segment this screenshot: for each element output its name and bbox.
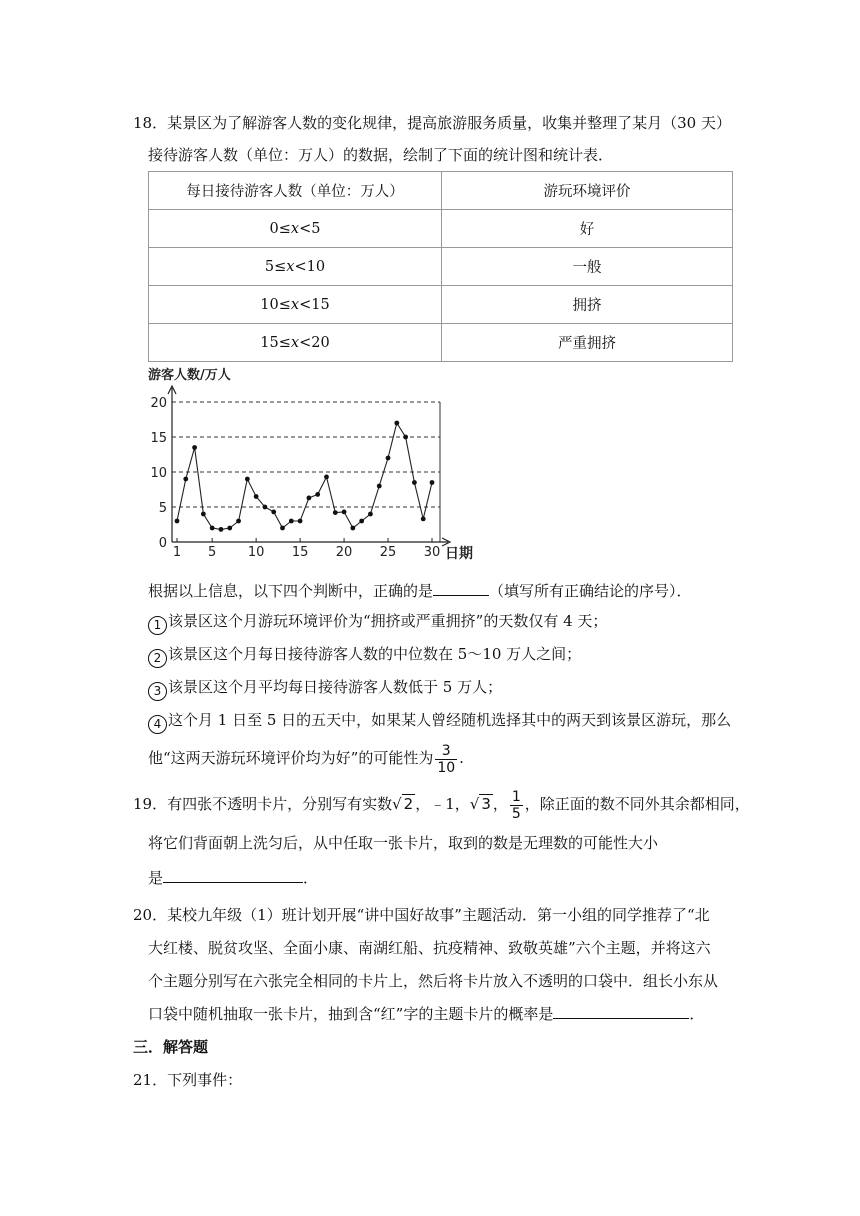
- q19-line1: 19．有四张不透明卡片，分别写有实数√ 2 ，﹣1，√ 3 ， $\frac{1}{5}$ ，除正面的数不同外其余都相同，: [133, 786, 750, 822]
- q18-option-4-cont: 他“这两天游玩环境评价均为好”的可能性为 $\frac{3}{10}$ .: [148, 742, 464, 776]
- q18-option-2: 2 该景区这个月每日接待游客人数的中位数在 5～10 万人之间；: [148, 644, 581, 668]
- data-point: [359, 519, 364, 524]
- data-point: [342, 510, 347, 515]
- y-tick-label: 15: [150, 431, 167, 446]
- data-point: [219, 527, 224, 532]
- data-point: [412, 480, 417, 485]
- table-header-row: [149, 172, 733, 210]
- fraction-3-10: $\frac{3}{10}$: [437, 742, 456, 776]
- table-row: [149, 286, 733, 324]
- answer-blank[interactable]: [163, 868, 303, 883]
- table-cell-eval: 严重拥挤: [442, 324, 733, 362]
- q18-prompt: 根据以上信息，以下四个判断中，正确的是 （填写所有正确结论的序号）．: [148, 582, 692, 600]
- data-point: [263, 505, 268, 510]
- data-point: [227, 526, 232, 531]
- table-row: [149, 248, 733, 286]
- y-tick-label: 0: [158, 536, 167, 551]
- section-heading: 三．解答题: [133, 1038, 209, 1056]
- table-header-cell: 游玩环境评价: [442, 172, 733, 210]
- q18-option-4: 4 这个月 1 日至 5 日的五天中，如果某人曾经随机选择其中的两天到该景区游玩，那么: [148, 710, 731, 734]
- answer-blank[interactable]: [553, 1004, 689, 1019]
- data-point: [394, 421, 399, 426]
- table-cell-range: 5≤x<10: [149, 248, 442, 286]
- x-tick-label: 30: [423, 545, 441, 560]
- data-point: [289, 519, 294, 524]
- sqrt-2: √ 2: [392, 795, 414, 813]
- data-point: [403, 435, 408, 440]
- x-tick-label: 1: [172, 545, 182, 560]
- table-cell-eval: 好: [442, 210, 733, 248]
- data-point: [298, 519, 303, 524]
- data-point: [280, 526, 285, 531]
- q21-line1: 21．下列事件：: [133, 1071, 243, 1089]
- data-point: [430, 480, 435, 485]
- data-point: [377, 484, 382, 489]
- y-tick-label: 5: [158, 501, 167, 516]
- q20-line1: 20．某校九年级（1）班计划开展“讲中国好故事”主题活动．第一小组的同学推荐了“北: [133, 906, 710, 924]
- table-cell-eval: 拥挤: [442, 286, 733, 324]
- data-point: [306, 496, 311, 501]
- y-tick-label: 10: [150, 466, 167, 481]
- table-cell-range: 0≤x<5: [149, 210, 442, 248]
- q18-option-3: 3 该景区这个月平均每日接待游客人数低于 5 万人；: [148, 677, 502, 701]
- data-point: [324, 475, 329, 480]
- x-tick-label: 25: [379, 545, 397, 560]
- data-point: [421, 517, 426, 522]
- q18-option-1: 1 该景区这个月游玩环境评价为“拥挤或严重拥挤”的天数仅有 4 天；: [148, 611, 607, 635]
- y-tick-label: 20: [150, 396, 167, 411]
- table-row: [149, 324, 733, 362]
- data-point: [386, 456, 391, 461]
- data-point: [175, 519, 180, 524]
- chart-y-axis-label: 游客人数/万人: [148, 368, 231, 383]
- q19-line2: 将它们背面朝上洗匀后，从中任取一张卡片，取到的数是无理数的可能性大小: [148, 834, 659, 852]
- answer-blank[interactable]: [433, 581, 489, 596]
- data-point: [236, 519, 241, 524]
- q18-line1: 18．某景区为了解游客人数的变化规律，提高旅游服务质量，收集并整理了某月（30 天）: [133, 114, 731, 132]
- visitors-line-chart: [140, 364, 480, 564]
- table-cell-eval: 一般: [442, 248, 733, 286]
- data-point: [271, 510, 276, 515]
- data-point: [333, 510, 338, 515]
- q20-line3: 个主题分别写在六张完全相同的卡片上，然后将卡片放入不透明的口袋中．组长小东从: [148, 972, 719, 990]
- q19-line3: 是 ．: [148, 869, 319, 887]
- data-point: [183, 477, 188, 482]
- environment-table: [148, 171, 733, 362]
- q20-line4: 口袋中随机抽取一张卡片，抽到含“红”字的主题卡片的概率是 ．: [148, 1005, 705, 1023]
- table-cell-range: 15≤x<20: [149, 324, 442, 362]
- data-point: [201, 512, 206, 517]
- q18-line2: 接待游客人数（单位：万人）的数据，绘制了下面的统计图和统计表．: [148, 146, 614, 164]
- table-header-cell: 每日接待游客人数（单位：万人）: [149, 172, 442, 210]
- q20-line2: 大红楼、脱贫攻坚、全面小康、南湖红船、抗疫精神、致敬英雄”六个主题，并将这六: [148, 939, 711, 957]
- table-cell-range: 10≤x<15: [149, 286, 442, 324]
- data-point: [192, 445, 197, 450]
- x-tick-label: 20: [335, 545, 353, 560]
- data-point: [254, 494, 259, 499]
- chart-x-axis-label: 日期: [445, 546, 473, 562]
- series-line: [177, 423, 432, 529]
- x-tick-label: 10: [247, 545, 265, 560]
- x-tick-label: 5: [208, 545, 217, 560]
- data-point: [368, 512, 373, 517]
- data-point: [245, 477, 250, 482]
- x-tick-label: 15: [291, 545, 309, 560]
- data-point: [315, 492, 320, 497]
- fraction-1-5: $\frac{1}{5}$: [511, 788, 521, 822]
- data-point: [210, 526, 215, 531]
- table-row: [149, 210, 733, 248]
- data-point: [350, 526, 355, 531]
- sqrt-3: √ 3: [469, 795, 491, 813]
